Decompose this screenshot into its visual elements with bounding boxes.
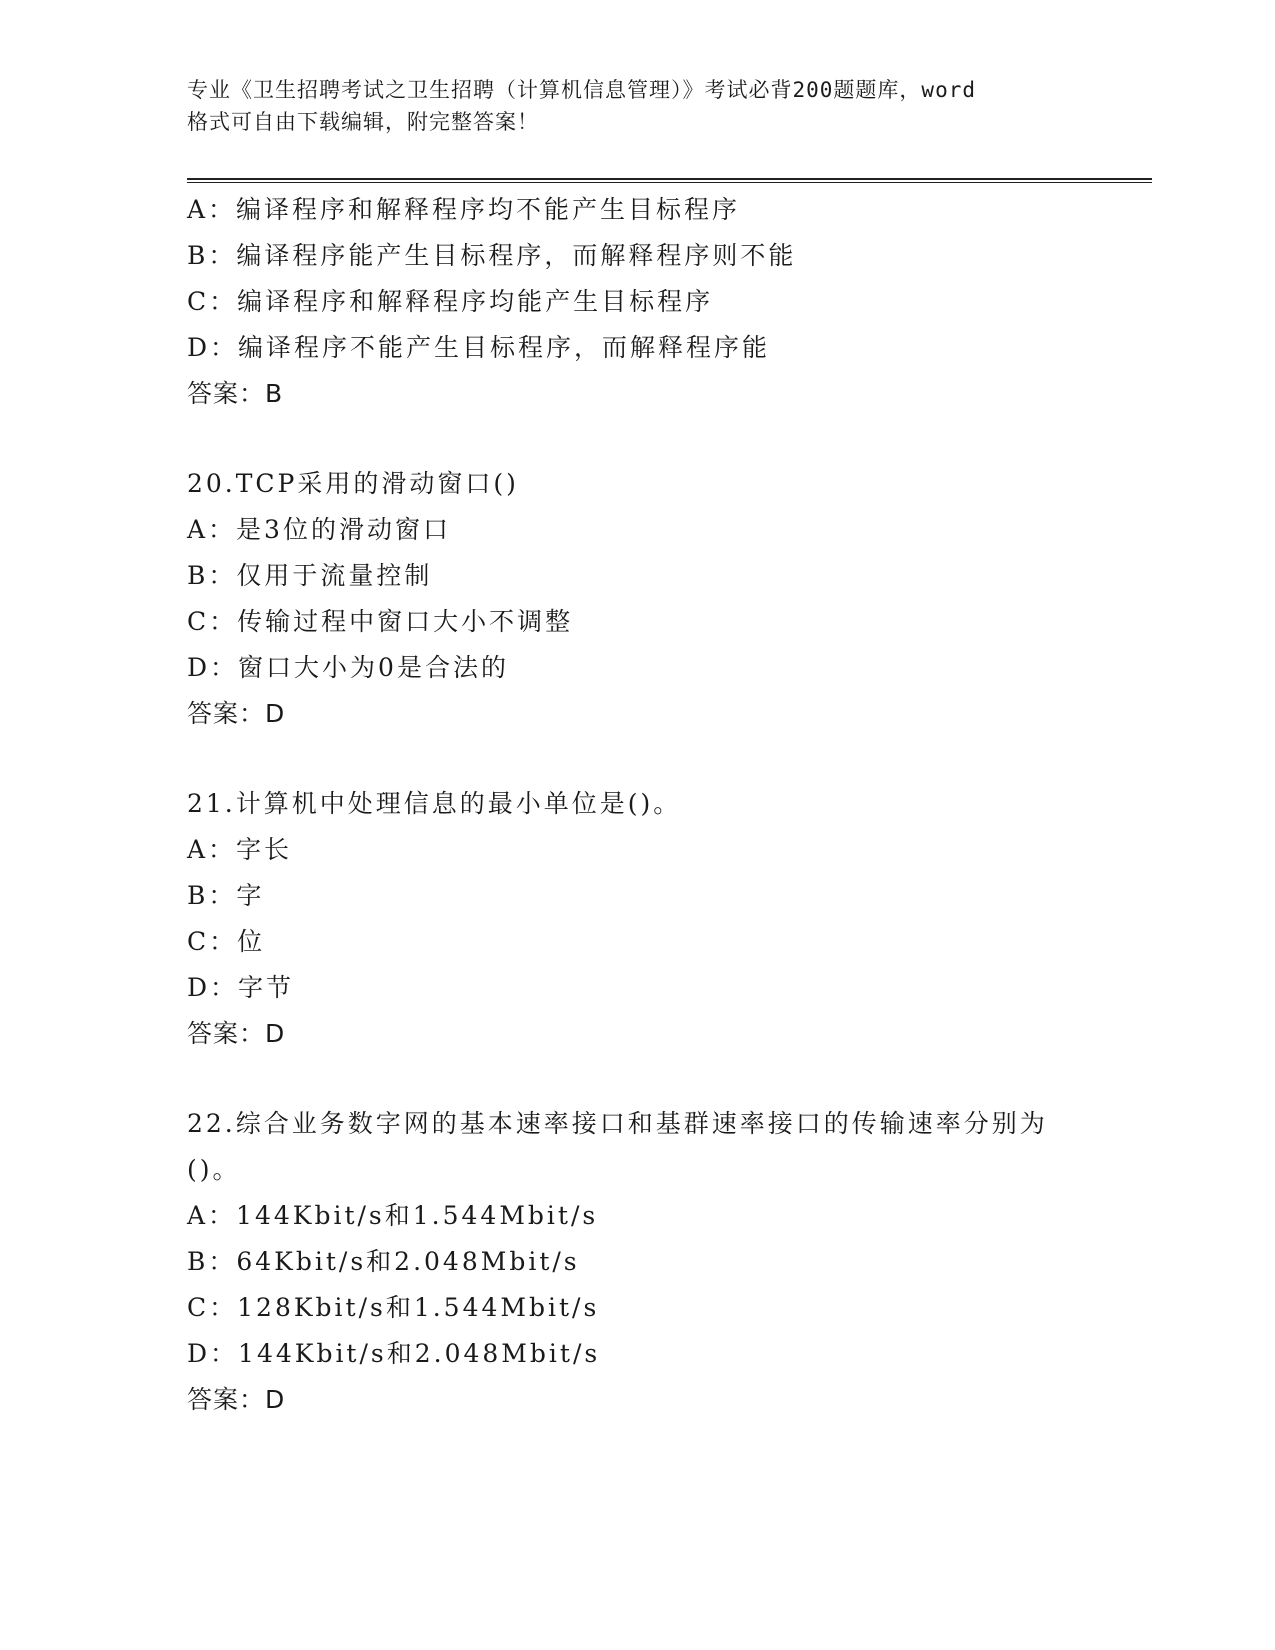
q20-option-c: C：传输过程中窗口大小不调整	[187, 607, 574, 636]
q20-option-b: B：仅用于流量控制	[187, 561, 433, 590]
q21-option-b: B：字	[187, 881, 265, 910]
question-spacer	[187, 737, 1152, 781]
q19-option-d: D：编译程序不能产生目标程序，而解释程序能	[187, 333, 771, 362]
q20-option-a: A：是3位的滑动窗口	[187, 515, 451, 544]
question-spacer	[187, 1057, 1152, 1101]
question-spacer	[187, 417, 1152, 461]
question-19-block	[187, 187, 1152, 417]
document-header	[187, 74, 1087, 138]
question-22-block	[187, 1101, 1152, 1423]
question-21-block	[187, 781, 1152, 1057]
q21-option-a: A：字长	[187, 835, 293, 864]
header-title-line-2: 格式可自由下载编辑，附完整答案！	[187, 110, 539, 134]
question-20-block	[187, 461, 1152, 737]
q21-option-c: C：位	[187, 927, 266, 956]
header-divider-thick	[187, 178, 1152, 180]
question-list	[187, 187, 1152, 1423]
q22-option-d: D：144Kbit/s和2.048Mbit/s	[187, 1339, 601, 1368]
q19-option-b: B：编译程序能产生目标程序，而解释程序则不能	[187, 241, 797, 270]
q20-question: 20.TCP采用的滑动窗口()	[187, 469, 519, 498]
q22-question-line-2: ()。	[187, 1155, 241, 1184]
q21-question: 21.计算机中处理信息的最小单位是()。	[187, 789, 682, 818]
q19-answer: 答案：B	[187, 379, 284, 408]
header-divider-thin	[187, 182, 1152, 183]
q22-question-line-1: 22.综合业务数字网的基本速率接口和基群速率接口的传输速率分别为	[187, 1109, 1048, 1138]
q19-option-a: A：编译程序和解释程序均不能产生目标程序	[187, 195, 741, 224]
q22-option-a: A：144Kbit/s和1.544Mbit/s	[187, 1201, 599, 1230]
q21-option-d: D：字节	[187, 973, 295, 1002]
q21-answer: 答案：D	[187, 1019, 286, 1048]
q19-option-c: C：编译程序和解释程序均能产生目标程序	[187, 287, 714, 316]
q20-answer: 答案：D	[187, 699, 286, 728]
q22-option-b: B：64Kbit/s和2.048Mbit/s	[187, 1247, 580, 1276]
header-title-line-1: 专业《卫生招聘考试之卫生招聘（计算机信息管理）》考试必背200题题库，word	[187, 78, 976, 102]
q20-option-d: D：窗口大小为0是合法的	[187, 653, 509, 682]
q22-answer: 答案：D	[187, 1385, 286, 1414]
q22-option-c: C：128Kbit/s和1.544Mbit/s	[187, 1293, 600, 1322]
